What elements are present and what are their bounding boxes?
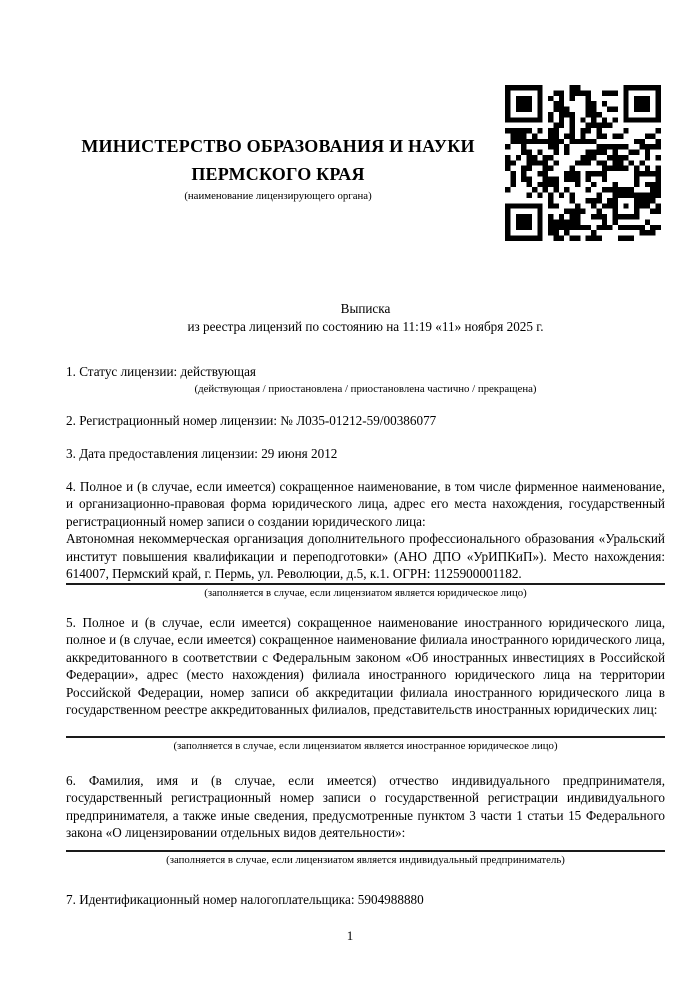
authority-name-line1: МИНИСТЕРСТВО ОБРАЗОВАНИЯ И НАУКИ [81,136,475,156]
document-title-line1: Выписка [340,301,391,316]
document-title-line2: из реестра лицензий по состоянию на 11:19 «11» ноября 2025 г. [187,318,544,334]
authority-name [66,132,490,188]
qr-code-icon [505,85,661,241]
individual-entrepreneur-fill-line [66,850,665,852]
legal-entity-note: (заполняется в случае, если лицензиатом является юридическое лицо) [204,586,527,599]
license-status-note: (действующая / приостановлена / приостановлена частично / прекращена) [194,382,537,395]
foreign-entity-note: (заполняется в случае, если лицензиатом является иностранное юридическое лицо) [173,739,558,752]
legal-entity-text: 4. Полное и (в случае, если имеется) сокращенное наименование, в том числе фирменное наименование, и организационно-правовая форма юридического лица, адрес его места нахождения, государственный регистрационный номер записи о создании юридического лица: [66,478,665,529]
item-4-legal-entity [66,478,665,600]
grant-date-text: 3. Дата предоставления лицензии: 29 июня 2012 [66,446,338,461]
document-title [66,300,665,335]
page-number: 1 [346,928,354,943]
authority-name-line2: ПЕРМСКОГО КРАЯ [191,164,365,184]
item-7-taxpayer-number [66,891,665,909]
authority-caption: (наименование лицензирующего органа) [184,190,372,202]
license-status-text: 1. Статус лицензии: действующая [66,364,257,379]
foreign-entity-fill-line [66,736,665,738]
item-3-grant-date [66,445,665,463]
item-1-license-status [66,363,665,396]
individual-entrepreneur-note: (заполняется в случае, если лицензиатом является индивидуальный предприниматель) [166,853,565,866]
individual-entrepreneur-text: 6. Фамилия, имя и (в случае, если имеется) отчество индивидуального предпринимателя, государственный регистрационный номер записи о государственной регистрации индивидуального предпринимателя, а также иные сведения, предусмотренные пунктом 3 части 1 статьи 15 Федерального закона «О лицензировании отдельных видов деятельности»: [66,772,665,840]
item-2-registration-number [66,412,665,430]
document-body [66,300,665,908]
taxpayer-number-text: 7. Идентификационный номер налогоплательщика: 5904988880 [66,891,424,907]
legal-entity-value: Автономная некоммерческая организация дополнительного профессионального образования «Уральский институт повышения квалификации и переподготовки» (АНО ДПО «УрИПКиП»). Место нахождения: 614007, Пермский край, г. Пермь, ул. Революции, д.5, к.1. ОГРН: 1125900001182. [66,531,665,581]
registration-number-text: 2. Регистрационный номер лицензии: № Л035-01212-59/00386077 [66,412,437,428]
foreign-entity-text: 5. Полное и (в случае, если имеется) сокращенное наименование иностранного юридического лица, полное и (в случае, если имеется) сокращенное наименование филиала иностранного юридического лица, аккредитованного в соответствии с Федеральным законом «Об иностранных инвестициях в Российской Федерации», адрес (место нахождения) филиала иностранного юридического лица на территории Российской Федерации, номер записи об аккредитации филиала иностранного юридического лица в государственном реестре аккредитованных филиалов, представительств иностранных юридических лиц: [66,614,665,717]
licensing-authority-header [66,132,490,203]
legal-entity-fill-line [66,583,665,585]
item-5-foreign-entity [66,614,665,753]
item-6-individual-entrepreneur [66,772,665,867]
